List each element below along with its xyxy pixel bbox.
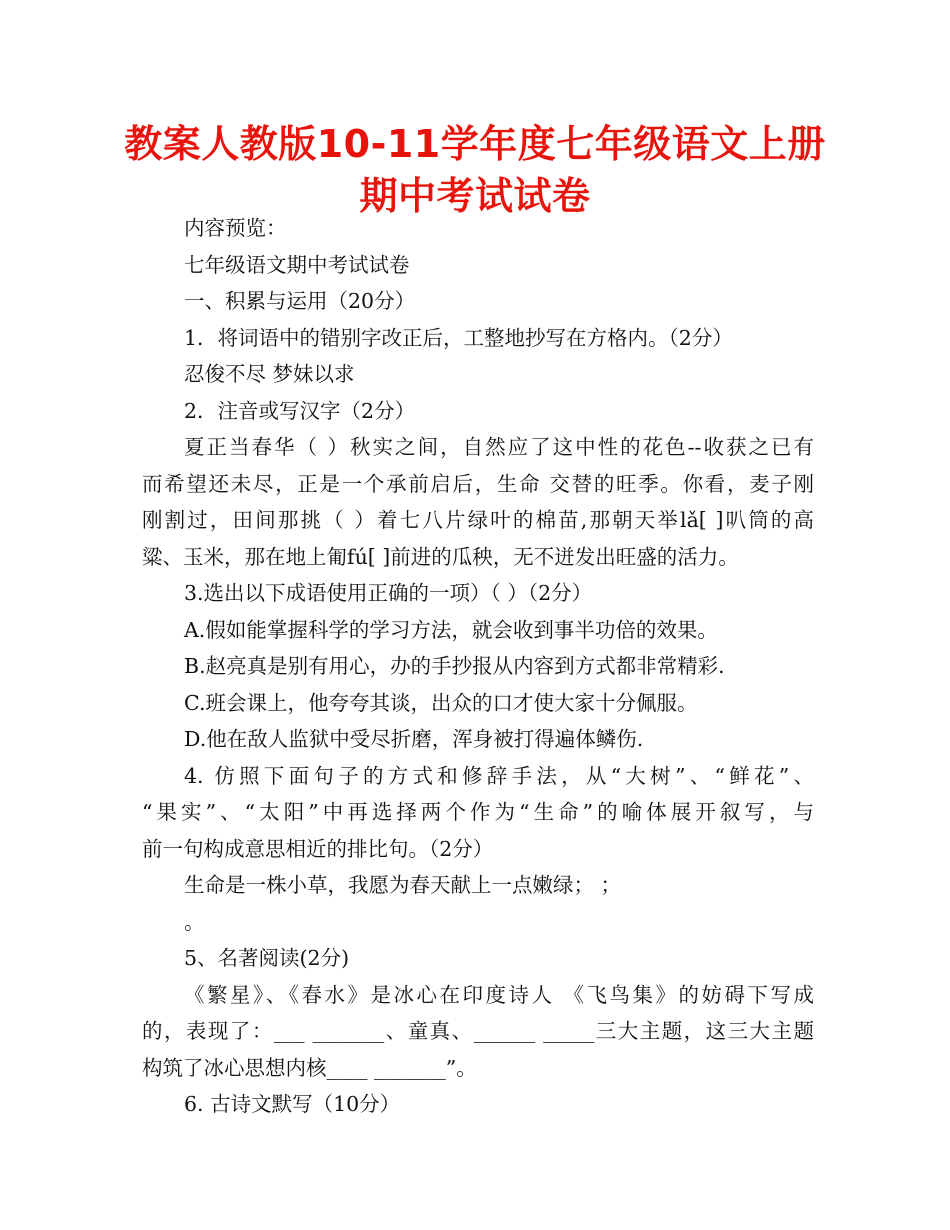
question-2: 2．注音或写汉字（2分） <box>184 398 416 423</box>
paragraph-line: 夏正当春华（ ）秋实之间，自然应了这中性的花色--收获之已有 <box>184 435 814 459</box>
document-title <box>90 118 860 222</box>
question-1: 1．将词语中的错别字改正后，工整地抄写在方格内。（2分） <box>184 325 733 350</box>
question-1-words: 忍俊不尽 梦妹以求 <box>184 362 355 386</box>
paragraph-line: 而希望还未尽，正是一个承前启后，生命 交替的旺季。你看，麦子刚 <box>142 471 814 496</box>
paragraph-line: “果实”、“太阳”中再选择两个作为“生命”的喻体展开叙写，与 <box>142 800 814 824</box>
question-5: 5、名著阅读(2分) <box>184 946 350 970</box>
option-b: B.赵亮真是别有用心，办的手抄报从内容到方式都非常精彩. <box>184 654 725 678</box>
question-4-period: 。 <box>184 909 205 934</box>
paragraph-line: 构筑了冰心思想内核____ _______”。 <box>142 1055 477 1080</box>
paragraph-line: 刚割过，田间那挑（ ）着七八片绿叶的棉苗,那朝天举lǎ[ ]叭筒的高 <box>142 508 814 532</box>
question-6: 6. 古诗文默写（10分） <box>184 1092 401 1116</box>
question-4: 4. 仿照下面句子的方式和修辞手法，从“大树”、“鲜花”、 <box>184 763 814 788</box>
document-body <box>142 210 814 1123</box>
option-a: A.假如能掌握科学的学习方法，就会收到事半功倍的效果。 <box>184 617 718 642</box>
content-preview-label: 内容预览： <box>184 216 287 240</box>
section-heading: 一、积累与运用（20分） <box>184 289 416 313</box>
paragraph-line: 前一句构成意思相近的排比句。（2分） <box>142 836 494 861</box>
title-line-1: 教案人教版10-11学年度七年级语文上册 <box>124 122 826 166</box>
question-3: 3.选出以下成语使用正确的一项）（ ）（2分） <box>184 581 593 605</box>
paragraph-line: 的，表现了：___ _______、童真、______ _____三大主题，这三大主题 <box>142 1019 814 1043</box>
title-line-2: 期中考试试卷 <box>359 174 591 218</box>
question-4-sentence: 生命是一株小草，我愿为春天献上一点嫩绿； ； <box>184 873 622 897</box>
paragraph-line: 粱、玉米，那在地上匍fú[ ]前进的瓜秧，无不迸发出旺盛的活力。 <box>142 544 739 569</box>
exam-subtitle: 七年级语文期中考试试卷 <box>184 252 410 277</box>
paragraph-line: 《繁星》、《春水》是冰心在印度诗人 《飞鸟集》的妨碍下写成 <box>184 982 814 1007</box>
option-d: D.他在敌人监狱中受尽折磨，浑身被打得遍体鳞伤. <box>184 727 644 751</box>
option-c: C.班会课上，他夸夸其谈，出众的口才使大家十分佩服。 <box>184 690 698 715</box>
